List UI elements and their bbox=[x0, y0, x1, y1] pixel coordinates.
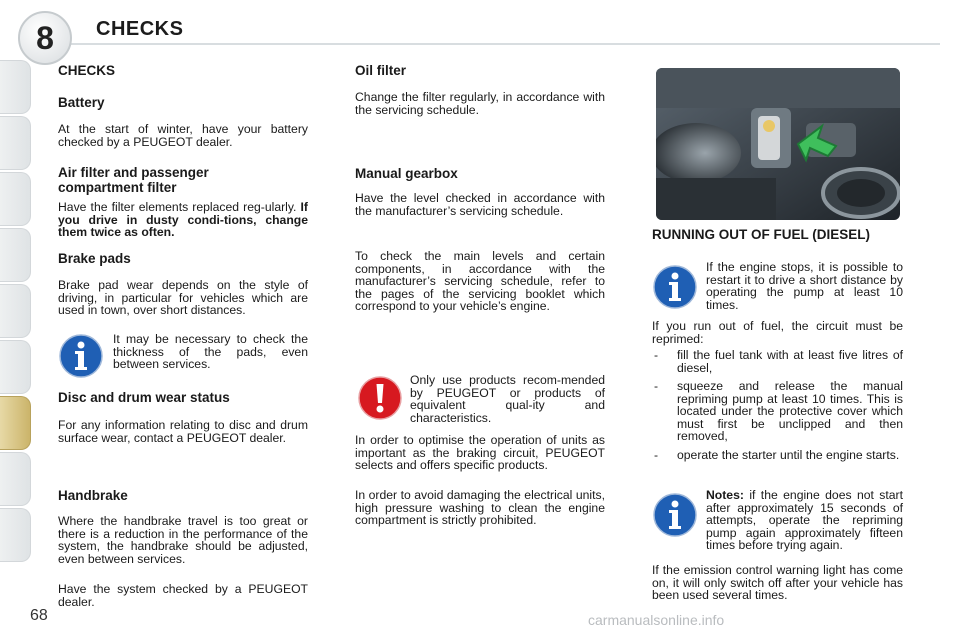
warning-icon bbox=[358, 376, 402, 420]
engine-photo-illustration bbox=[656, 68, 900, 220]
note-engine-not-start: Notes: if the engine does not start after approximately 15 seconds of attempts, operate the repriming pump again approximately fifteen times before trying again. bbox=[706, 488, 903, 552]
text-main-levels: To check the main levels and certain components, in accordance with the manufacturer’s servicing schedule, refer to the pages of the servicing booklet which correspond to your vehicle’s engine. bbox=[355, 249, 605, 313]
list-item: - squeeze and release the manual repriming pump at least 10 times. This is located under the protective cover which must first be unclipped and then removed, bbox=[652, 380, 903, 443]
chapter-tab[interactable] bbox=[0, 508, 31, 562]
chapter-title: CHECKS bbox=[96, 18, 184, 40]
chapter-tab[interactable] bbox=[0, 60, 31, 114]
text-washing: In order to avoid damaging the electrical units, high pressure washing to clean the engine compartment is strictly prohibited. bbox=[355, 488, 605, 527]
text-air-filter: Have the filter elements replaced reg-ularly. If you drive in dusty condi-tions, change them twice as often. bbox=[58, 200, 308, 239]
heading-disc-drum: Disc and drum wear status bbox=[58, 390, 230, 405]
chapter-tab[interactable] bbox=[0, 452, 31, 506]
text-air-filter-bold: If you drive in dusty condi-tions, change them twice as often. bbox=[58, 200, 308, 239]
chapter-tab[interactable] bbox=[0, 116, 31, 170]
chapter-tab[interactable] bbox=[0, 340, 31, 394]
engine-photo bbox=[656, 68, 900, 220]
heading-manual-gearbox: Manual gearbox bbox=[355, 166, 458, 181]
text-brake-pads: Brake pad wear depends on the style of driving, in particular for vehicles which are used in town, over short distances. bbox=[58, 278, 308, 317]
heading-brake-pads: Brake pads bbox=[58, 251, 131, 266]
watermark: carmanualsonline.info bbox=[588, 612, 725, 628]
text-optimise: In order to optimise the operation of units as important as the braking circuit, PEUGEOT selects and offers specific products. bbox=[355, 433, 605, 472]
info-icon bbox=[59, 334, 103, 378]
chapter-number-badge: 8 bbox=[18, 11, 72, 65]
text-oil-filter: Change the filter regularly, in accordance with the servicing schedule. bbox=[355, 90, 605, 117]
chapter-tab-active[interactable] bbox=[0, 396, 31, 450]
note-brake-pads: It may be necessary to check the thickness of the pads, even between services. bbox=[113, 332, 308, 371]
chapter-tab[interactable] bbox=[0, 228, 31, 282]
header-divider bbox=[60, 43, 940, 45]
section-title-checks: CHECKS bbox=[58, 63, 116, 78]
page-number: 68 bbox=[30, 607, 48, 624]
info-icon bbox=[653, 265, 697, 309]
heading-oil-filter: Oil filter bbox=[355, 63, 407, 78]
text-reprime-intro: If you run out of fuel, the circuit must be reprimed: bbox=[652, 319, 903, 346]
note-restart: If the engine stops, it is possible to restart it to drive a short distance by operating the pump at least 10 times. bbox=[706, 260, 903, 312]
heading-battery: Battery bbox=[58, 95, 105, 110]
text-handbrake-check: Have the system checked by a PEUGEOT dealer. bbox=[58, 582, 308, 609]
heading-running-out-of-fuel: RUNNING OUT OF FUEL (DIESEL) bbox=[652, 227, 870, 242]
info-icon bbox=[653, 493, 697, 537]
text-battery: At the start of winter, have your battery checked by a PEUGEOT dealer. bbox=[58, 122, 308, 149]
text-disc-drum: For any information relating to disc and drum surface wear, contact a PEUGEOT dealer. bbox=[58, 418, 308, 445]
heading-air-filter: Air filter and passenger compartment filter bbox=[58, 165, 209, 195]
text-emission-light: If the emission control warning light has come on, it will only switch off after your vehicle has been used several times. bbox=[652, 563, 903, 602]
text-manual-gearbox: Have the level checked in accordance with the manufacturer’s servicing schedule. bbox=[355, 191, 605, 218]
notes-label: Notes: bbox=[706, 488, 744, 502]
list-item: - operate the starter until the engine starts. bbox=[652, 449, 903, 462]
list-item: - fill the fuel tank with at least five litres of diesel, bbox=[652, 349, 903, 374]
reprime-steps-list bbox=[652, 349, 903, 467]
warning-products: Only use products recom-mended by PEUGEOT or products of equivalent qual-ity and characteristics. bbox=[410, 373, 605, 425]
heading-handbrake: Handbrake bbox=[58, 488, 128, 503]
chapter-tab[interactable] bbox=[0, 284, 31, 338]
text-handbrake: Where the handbrake travel is too great or there is a reduction in the performance of the system, the handbrake should be adjusted, even between services. bbox=[58, 514, 308, 566]
chapter-tab[interactable] bbox=[0, 172, 31, 226]
